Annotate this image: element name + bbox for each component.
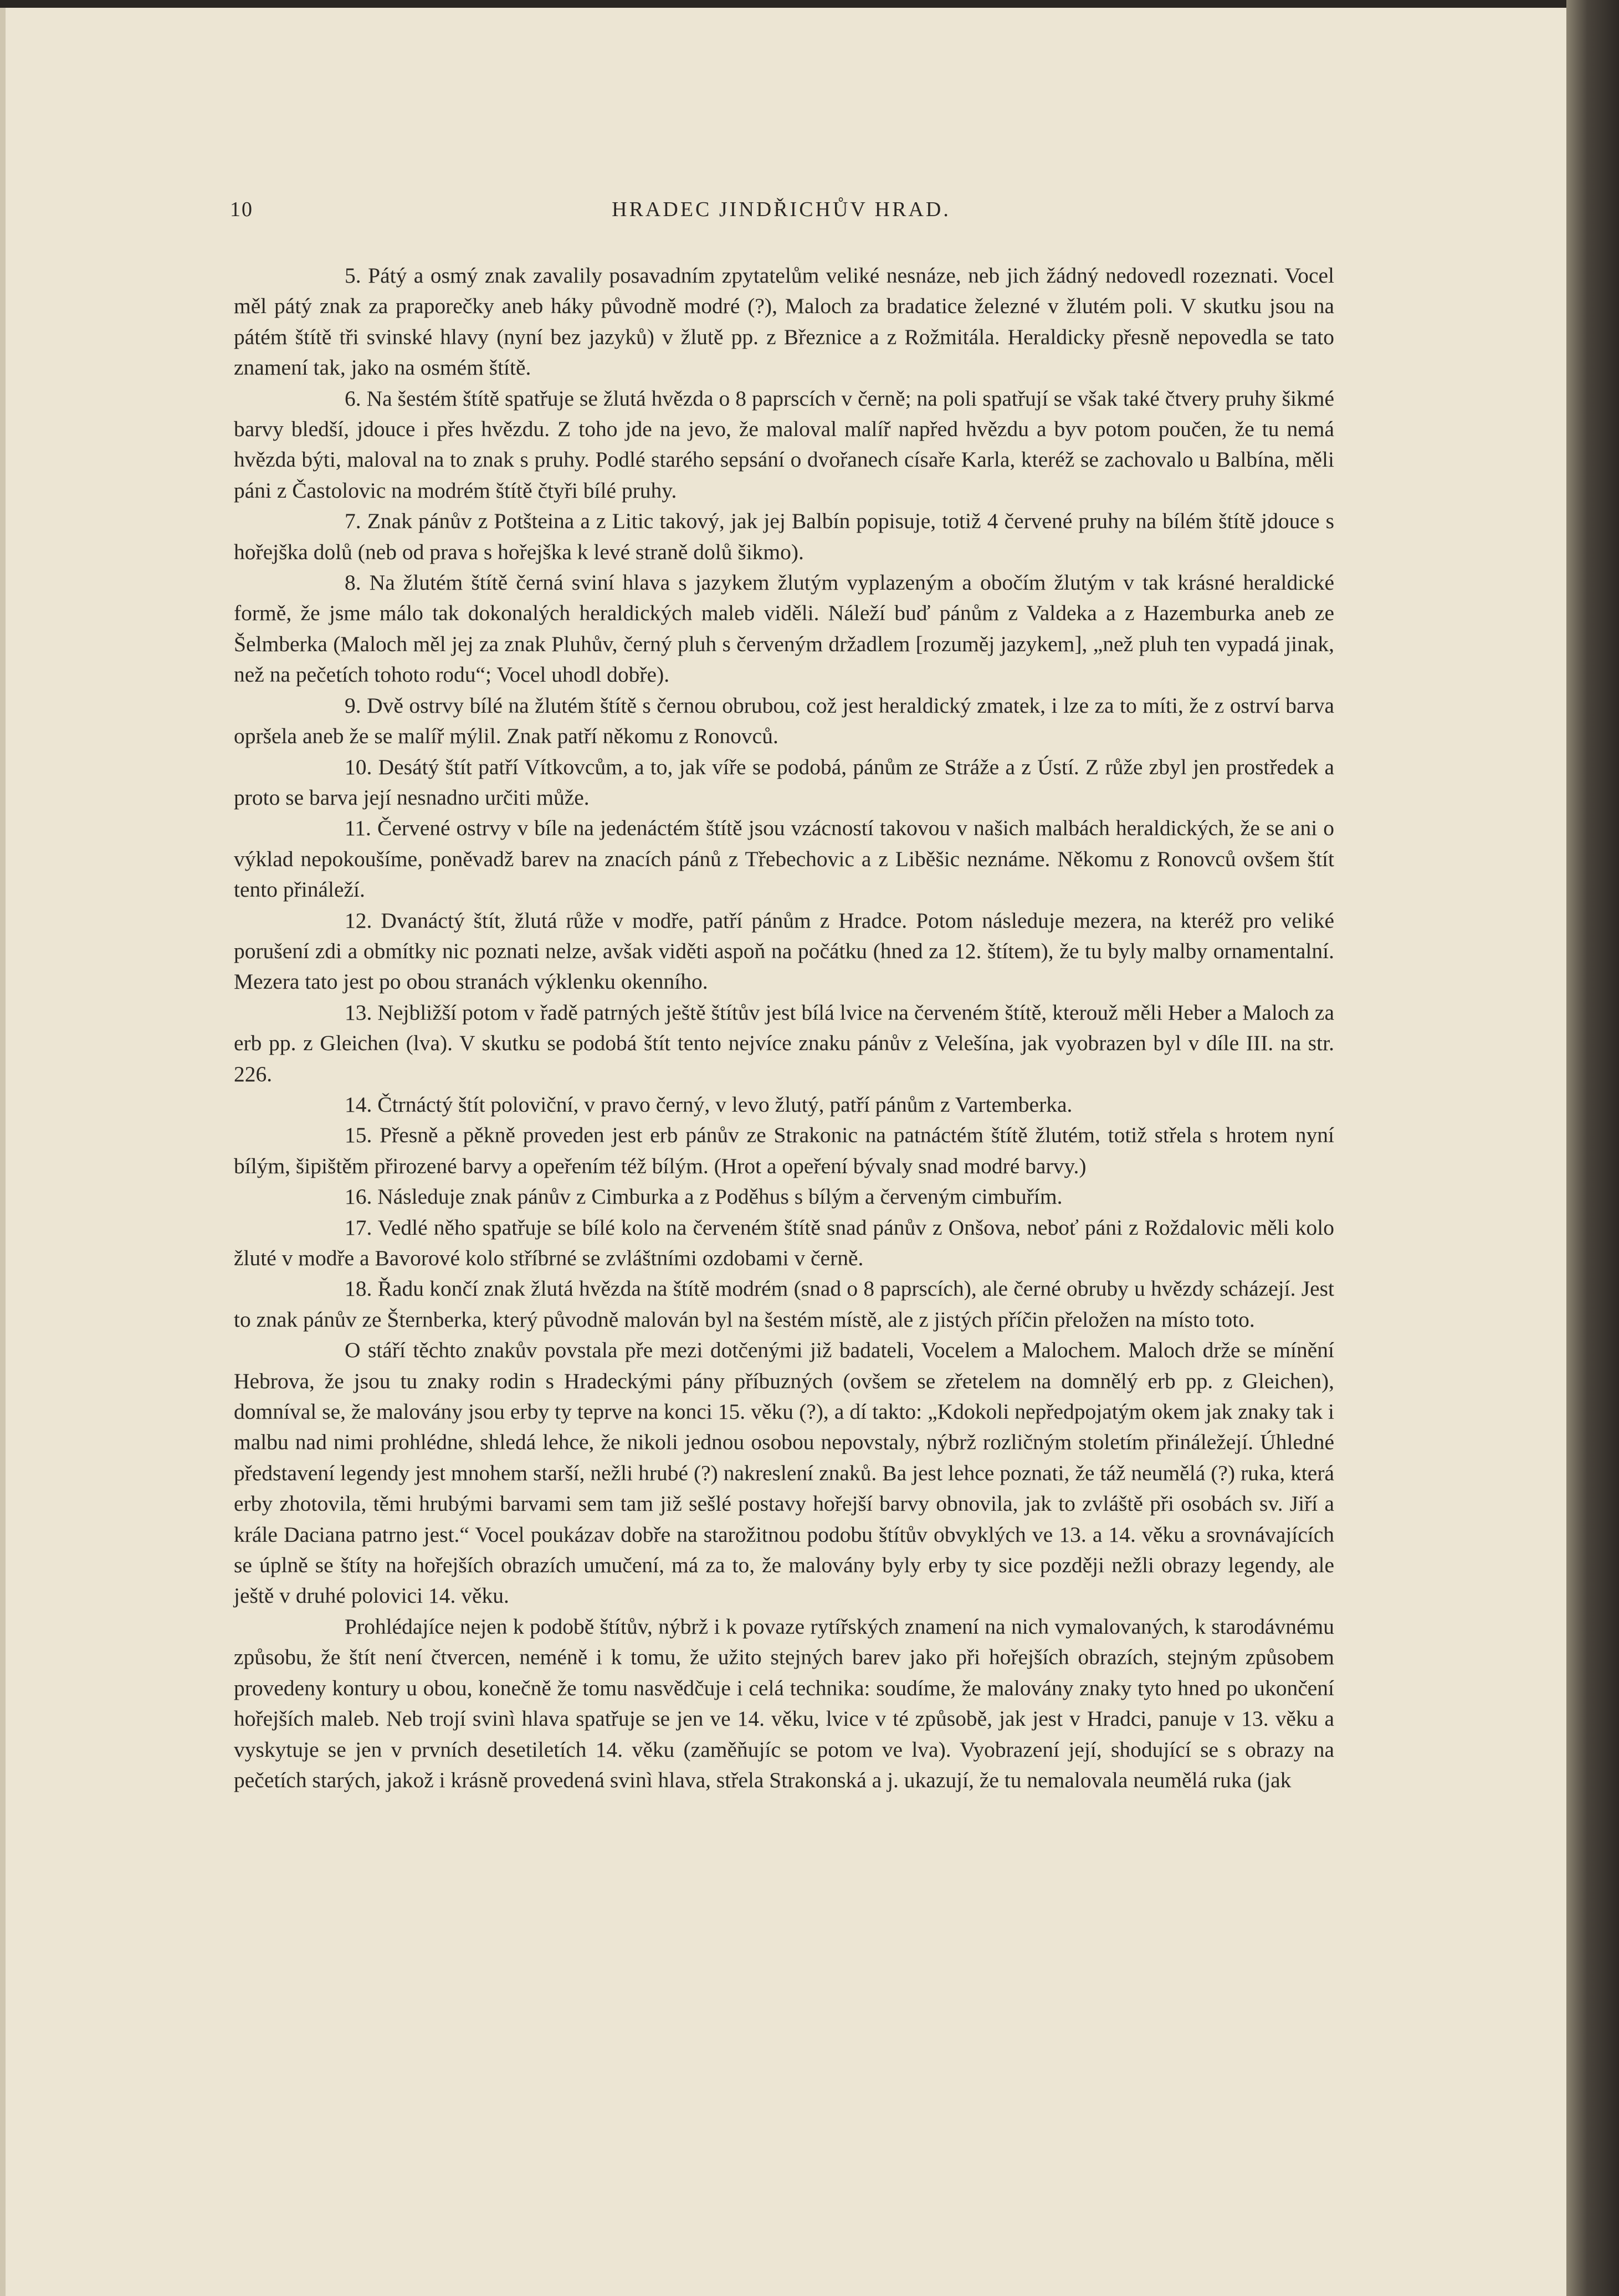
scan-edge-left (0, 0, 6, 2296)
running-title: HRADEC JINDŘICHŮV HRAD. (612, 198, 951, 221)
paragraph-15: 15. Přesně a pěkně proveden jest erb pánův ze Strakonic na patnáctém štítě žlutém, totiž střela s hrotem nyní bílým, šipištěm přirozené barvy a opeřením též bílým. (Hrot a opeření bývaly snad modré barvy.) (234, 1123, 1334, 1178)
paragraph-17: 17. Vedlé něho spatřuje se bílé kolo na červeném štítě snad pánův z Onšova, neboť páni z Roždalovic měli kolo žluté v modře a Bavorové kolo stříbrné se zvláštními ozdobami v černě. (234, 1215, 1334, 1270)
page-header (230, 197, 1333, 231)
body-text (234, 260, 1334, 1796)
paragraph-conclusion: Prohlédajíce nejen k podobě štítův, nýbrž i k povaze rytířských znamení na nich vymalovaných, k starodávnému způsobu, že štít není čtvercen, neméně i k tomu, že užito stejných barev jako při hořejších obrazích, stejným způsobem provedeny kontury u obou, konečně že tomu nasvědčuje i celá technika: soudíme, že malovány znaky tyto hned po ukončení hořejších maleb. Neb trojí svinì hlava spatřuje se jen ve 14. věku, lvice v té způsobě, jak jest v Hradci, panuje v 13. věku a vyskytuje se jen v prvních desetiletích 14. věku (zaměňujíc se potom ve lva). Vyobrazení její, shodující se s obrazy na pečetích starých, jakož i krásně provedená svinì hlava, střela Strakonská a j. ukazují, že tu nemalovala neumělá ruka (jak (234, 1614, 1334, 1792)
scan-edge-right (1566, 0, 1619, 2296)
paragraph-11: 11. Červené ostrvy v bíle na jedenáctém štítě jsou vzácností takovou v našich malbách heraldických, že se ani o výklad nepokoušíme, poněvadž barev na znacích pánů z Třebechovic a z Liběšic neznáme. Někomu z Ronovců ovšem štít tento přináleží. (234, 816, 1334, 902)
paragraph-age-dispute: O stáří těchto znakův povstala pře mezi dotčenými již badateli, Vocelem a Malochem. Maloch drže se mínění Hebrova, že jsou tu znaky rodin s Hradeckými pány příbuzných (ovšem se zřetelem na domnělý erb pp. z Gleichen), domníval se, že malovány jsou erby ty teprve na konci 15. věku (?), a dí takto: „Kdokoli nepředpojatým okem jak znaky tak i malbu nad nimi prohlédne, shledá lehce, že nikoli jednou osobou nepovstaly, nýbrž rozličným stoletím přináležejí. Úhledné představení legendy jest mnohem starší, nežli hrubé (?) nakreslení znaků. Ba jest lehce poznati, že táž neumělá (?) ruka, která erby zhotovila, těmi hrubými barvami sem tam již sešlé postavy hořejší barvy obnovila, jak to zvláště při osobách sv. Jiří a krále Daciana patrno jest.“ Vocel poukázav dobře na starožitnou podobu štítův obvyklých ve 13. a 14. věku a srovnávajících se úplně se štíty na hořejších obrazích umučení, má za to, že malovány byly erby ty sice později nežli obrazy legendy, ale ještě v druhé polovici 14. věku. (234, 1338, 1334, 1608)
paragraph-5: 5. Pátý a osmý znak zavalily posavadním zpytatelům veliké nesnáze, neb jich žádný nedovedl rozeznati. Vocel měl pátý znak za praporečky aneb háky původně modré (?), Maloch za bradatice železné v žlutém poli. V skutku jsou na pátém štítě tři svinské hlavy (nyní bez jazyků) v žlutě pp. z Březnice a z Rožmitála. Heraldicky přesně nepovedla se tato znamení tak, jako na osmém štítě. (234, 263, 1334, 380)
page-number: 10 (230, 198, 253, 221)
paragraph-14: 14. Čtrnáctý štít poloviční, v pravo černý, v levo žlutý, patří pánům z Vartemberka. (345, 1092, 1073, 1117)
paragraph-18: 18. Řadu končí znak žlutá hvězda na štítě modrém (snad o 8 paprscích), ale černé obruby u hvězdy scházejí. Jest to znak pánův ze Šternberka, který původně malován byl na šestém místě, ale z jistých příčin přeložen na místo toto. (234, 1276, 1334, 1332)
scan-edge-top (0, 0, 1619, 8)
paragraph-10: 10. Desátý štít patří Vítkovcům, a to, jak víře se podobá, pánům ze Stráže a z Ústí. Z růže zbyl jen prostředek a proto se barva její nesnadno určiti může. (234, 754, 1334, 810)
paragraph-6: 6. Na šestém štítě spatřuje se žlutá hvězda o 8 paprscích v černě; na poli spatřují se však také čtvery pruhy šikmé barvy bledší, jdouce i přes hvězdu. Z toho jde na jevo, že maloval malíř napřed hvězdu a byv potom poučen, že tu nemá hvězda býti, maloval na to znak s pruhy. Podlé starého sepsání o dvořanech císaře Karla, kteréž se zachovalo u Balbína, měli páni z Častolovic na modrém štítě čtyři bílé pruhy. (234, 386, 1334, 503)
paragraph-13: 13. Nejbližší potom v řadě patrných ještě štítův jest bílá lvice na červeném štítě, kterouž měli Heber a Maloch za erb pp. z Gleichen (lva). V skutku se podobá štít tento nejvíce znaku pánův z Velešína, jak vyobrazen byl v díle III. na str. 226. (234, 1000, 1334, 1086)
paragraph-7: 7. Znak pánův z Potšteina a z Litic takový, jak jej Balbín popisuje, totiž 4 červené pruhy na bílém štítě jdouce s hořejška dolů (neb od prava s hořejška k levé straně dolů šikmo). (234, 509, 1334, 564)
paragraph-16: 16. Následuje znak pánův z Cimburka a z Poděhus s bílým a červeným cimbuřím. (345, 1184, 1063, 1209)
paragraph-8: 8. Na žlutém štítě černá sviní hlava s jazykem žlutým vyplazeným a obočím žlutým v tak krásné heraldické formě, že jsme málo tak dokonalých heraldických maleb viděli. Náleží buď pánům z Valdeka a z Hazemburka aneb ze Šelmberka (Maloch měl jej za znak Pluhův, černý pluh s červeným držadlem [rozuměj jazykem], „než pluh ten vypadá jinak, než na pečetích tohoto rodu“; Vocel uhodl dobře). (234, 570, 1334, 687)
paragraph-12: 12. Dvanáctý štít, žlutá růže v modře, patří pánům z Hradce. Potom následuje mezera, na kteréž pro veliké porušení zdi a obmítky nic poznati nelze, avšak viděti aspoň na počátku (hned za 12. štítem), že tu byly malby ornamentalní. Mezera tato jest po obou stranách výklenku okenního. (234, 908, 1334, 994)
paragraph-9: 9. Dvě ostrvy bílé na žlutém štítě s černou obrubou, což jest heraldický zmatek, i lze za to míti, že z ostrví barva opršela aneb že se malíř mýlil. Znak patří někomu z Ronovců. (234, 693, 1334, 749)
